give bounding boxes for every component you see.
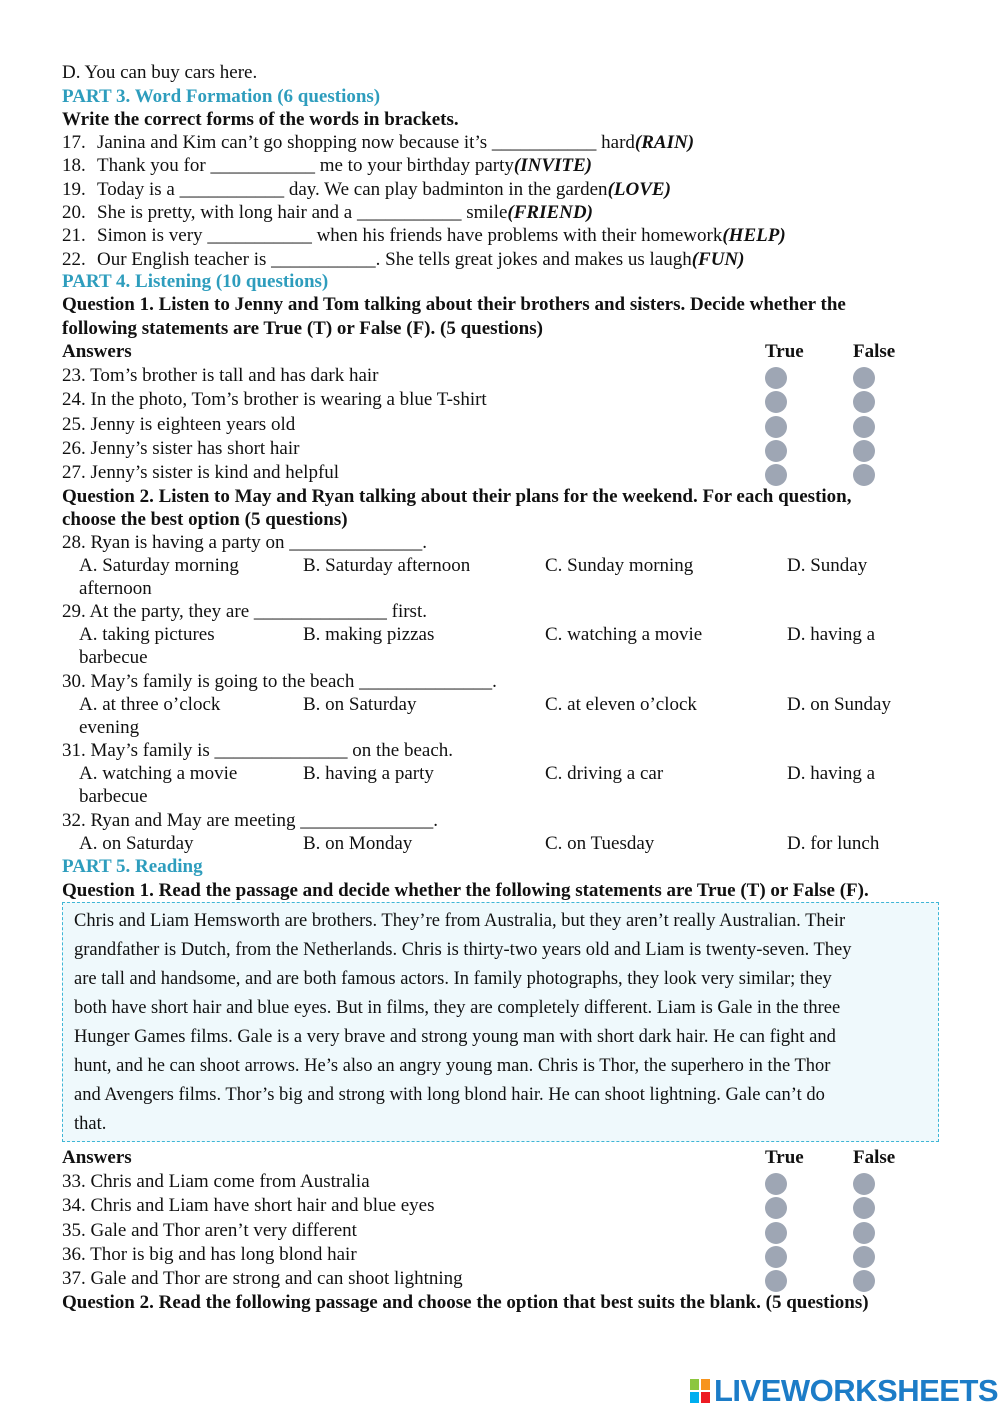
option-a[interactable]: A. taking pictures (79, 624, 215, 645)
part4-q1-line2: following statements are True (T) or False (F). (5 questions) (62, 318, 543, 339)
previous-option-d: D. You can buy cars here. (62, 62, 258, 83)
answer-blank[interactable]: ___________ (356, 201, 462, 223)
true-radio[interactable] (765, 1246, 787, 1268)
option-b[interactable]: B. Saturday afternoon (303, 555, 471, 576)
item-text-before: Thank you for (97, 155, 211, 177)
option-b[interactable]: B. on Monday (303, 833, 413, 854)
bracket-word: (HELP) (722, 225, 786, 247)
part3-instruction: Write the correct forms of the words in brackets. (62, 109, 459, 130)
item-text-after: . She tells great jokes and makes us laugh (375, 248, 692, 270)
item-number: 19. (62, 178, 86, 200)
option-a[interactable]: A. watching a movie (79, 763, 238, 784)
word-formation-item (62, 248, 744, 271)
word-formation-item (62, 131, 694, 154)
item-text-before: Janina and Kim can’t go shopping now because it’s (97, 132, 492, 153)
bracket-word: (RAIN) (634, 132, 695, 153)
true-radio[interactable] (765, 1197, 787, 1219)
item-text-before: She is pretty, with long hair and a (97, 201, 357, 223)
passage-line: hunt, and he can shoot arrows. He’s also an angry young man. Chris is Thor, the superhero in the Thor (74, 1056, 831, 1076)
brand-name: LIVEWORKSHEETS (714, 1373, 999, 1408)
item-number: 18. (62, 155, 86, 177)
true-radio[interactable] (765, 1222, 787, 1244)
false-radio[interactable] (853, 464, 875, 486)
liveworksheets-brand (690, 1374, 998, 1408)
part5-q2: Question 2. Read the following passage and choose the option that best suits the blank. (5 questions) (62, 1292, 869, 1313)
option-wrap-text: afternoon (79, 578, 152, 599)
option-d[interactable]: D. Sunday (787, 555, 868, 576)
option-d[interactable]: D. on Sunday (787, 694, 891, 715)
true-radio[interactable] (765, 416, 787, 438)
true-radio[interactable] (765, 391, 787, 413)
true-radio[interactable] (765, 1270, 787, 1292)
item-text-after: smile (461, 201, 508, 223)
true-radio[interactable] (765, 1173, 787, 1195)
false-radio[interactable] (853, 391, 875, 413)
option-a[interactable]: A. Saturday morning (79, 555, 239, 576)
part4-q1-line1: Question 1. Listen to Jenny and Tom talking about their brothers and sisters. Decide whether the (62, 294, 846, 315)
part5-false-label: False (853, 1147, 896, 1168)
option-b[interactable]: B. on Saturday (303, 694, 417, 715)
false-radio[interactable] (853, 1246, 875, 1268)
option-d[interactable]: D. having a (787, 763, 876, 784)
tf-statement: 26. Jenny’s sister has short hair (62, 437, 300, 459)
item-number: 21. (62, 225, 86, 247)
passage-line: Hunger Games films. Gale is a very brave and strong young man with short dark hair. He can fight and (74, 1027, 836, 1047)
option-d[interactable]: D. having a (787, 624, 876, 645)
part5-answers-label: Answers (62, 1147, 132, 1168)
item-text-before: Our English teacher is (97, 248, 272, 270)
item-text-after: day. We can play badminton in the garden (284, 178, 608, 200)
false-radio[interactable] (853, 367, 875, 389)
false-radio[interactable] (853, 1222, 875, 1244)
mc-question-stem: 31. May’s family is ______________ on the beach. (62, 740, 454, 761)
option-wrap-text: barbecue (79, 647, 148, 668)
answer-blank[interactable]: ___________ (179, 178, 285, 200)
word-formation-item (62, 154, 592, 177)
part4-q2-line1: Question 2. Listen to May and Ryan talking about their plans for the weekend. For each question, (62, 486, 852, 507)
tf-statement: 23. Tom’s brother is tall and has dark hair (62, 365, 379, 386)
option-a[interactable]: A. at three o’clock (79, 694, 221, 715)
tf-statement: 27. Jenny’s sister is kind and helpful (62, 462, 340, 484)
item-number: 22. (62, 248, 86, 270)
true-radio[interactable] (765, 440, 787, 462)
word-formation-item (62, 224, 786, 247)
item-text-after: hard (596, 132, 635, 153)
true-radio[interactable] (765, 367, 787, 389)
tf-statement: 24. In the photo, Tom’s brother is wearing a blue T-shirt (62, 389, 487, 411)
part5-title: PART 5. Reading (62, 856, 203, 877)
word-formation-item (62, 201, 593, 224)
false-radio[interactable] (853, 1270, 875, 1292)
tf-statement: 36. Thor is big and has long blond hair (62, 1243, 357, 1265)
passage-line: are tall and handsome, and are both famous actors. In family photographs, they look very similar; they (74, 969, 832, 989)
item-number: 20. (62, 201, 86, 223)
option-d[interactable]: D. for lunch (787, 833, 880, 854)
bracket-word: (FUN) (691, 248, 745, 270)
option-c[interactable]: C. driving a car (545, 763, 664, 784)
item-text-after: when his friends have problems with their homework (311, 225, 723, 247)
answer-blank[interactable]: ___________ (210, 155, 315, 177)
tf-statement: 33. Chris and Liam come from Australia (62, 1171, 370, 1192)
true-radio[interactable] (765, 464, 787, 486)
option-c[interactable]: C. Sunday morning (545, 555, 694, 576)
item-text-before: Simon is very (97, 225, 208, 247)
mc-question-stem: 29. At the party, they are ______________ first. (62, 601, 427, 622)
bracket-word: (INVITE) (513, 155, 593, 177)
answer-blank[interactable]: ___________ (491, 132, 597, 153)
option-c[interactable]: C. watching a movie (545, 624, 703, 645)
item-text-after: me to your birthday party (314, 155, 514, 177)
bracket-word: (LOVE) (607, 178, 671, 200)
tf-statement: 37. Gale and Thor are strong and can shoot lightning (62, 1268, 463, 1290)
item-text-before: Today is a (97, 178, 180, 200)
answer-blank[interactable]: ___________ (271, 248, 376, 270)
passage-line: and Avengers films. Thor’s big and strong with long blond hair. He can shoot lightning. Gale can’t do (74, 1085, 825, 1105)
option-b[interactable]: B. having a party (303, 763, 434, 784)
mc-question-stem: 30. May’s family is going to the beach ______________. (62, 671, 497, 692)
answer-blank[interactable]: ___________ (207, 225, 312, 247)
mc-question-stem: 28. Ryan is having a party on ______________. (62, 532, 427, 553)
option-c[interactable]: C. on Tuesday (545, 833, 655, 854)
option-c[interactable]: C. at eleven o’clock (545, 694, 697, 715)
passage-line: that. (74, 1114, 107, 1134)
option-wrap-text: evening (79, 717, 140, 738)
part4-q2-line2: choose the best option (5 questions) (62, 509, 348, 530)
passage-line: grandfather is Dutch, from the Netherlands. Chris is thirty-two years old and Liam is twenty-seven. They (74, 940, 852, 960)
part5-q1: Question 1. Read the passage and decide whether the following statements are True (T) or False (F). (62, 880, 869, 901)
passage-line: both have short hair and blue eyes. But in films, they are completely different. Liam is Gale in the three (74, 998, 841, 1018)
tf-statement: 35. Gale and Thor aren’t very different (62, 1219, 357, 1241)
part4-answers-label: Answers (62, 341, 132, 362)
item-number: 17. (62, 132, 86, 153)
tf-statement: 34. Chris and Liam have short hair and blue eyes (62, 1195, 435, 1217)
part4-false-label: False (853, 341, 896, 362)
option-a[interactable]: A. on Saturday (79, 833, 194, 854)
option-wrap-text: barbecue (79, 786, 148, 807)
false-radio[interactable] (853, 440, 875, 462)
option-b[interactable]: B. making pizzas (303, 624, 435, 645)
part5-true-label: True (765, 1147, 804, 1168)
bracket-word: (FRIEND) (507, 201, 593, 223)
word-formation-item (62, 178, 671, 201)
mc-question-stem: 32. Ryan and May are meeting ______________. (62, 810, 439, 831)
passage-line: Chris and Liam Hemsworth are brothers. They’re from Australia, but they aren’t really Australian. Their (74, 911, 846, 931)
tf-statement: 25. Jenny is eighteen years old (62, 413, 296, 435)
false-radio[interactable] (853, 1173, 875, 1195)
false-radio[interactable] (853, 416, 875, 438)
part3-title: PART 3. Word Formation (6 questions) (62, 86, 381, 107)
liveworksheets-logo-icon (690, 1377, 710, 1405)
part4-title: PART 4. Listening (10 questions) (62, 271, 329, 292)
part4-true-label: True (765, 341, 804, 362)
false-radio[interactable] (853, 1197, 875, 1219)
